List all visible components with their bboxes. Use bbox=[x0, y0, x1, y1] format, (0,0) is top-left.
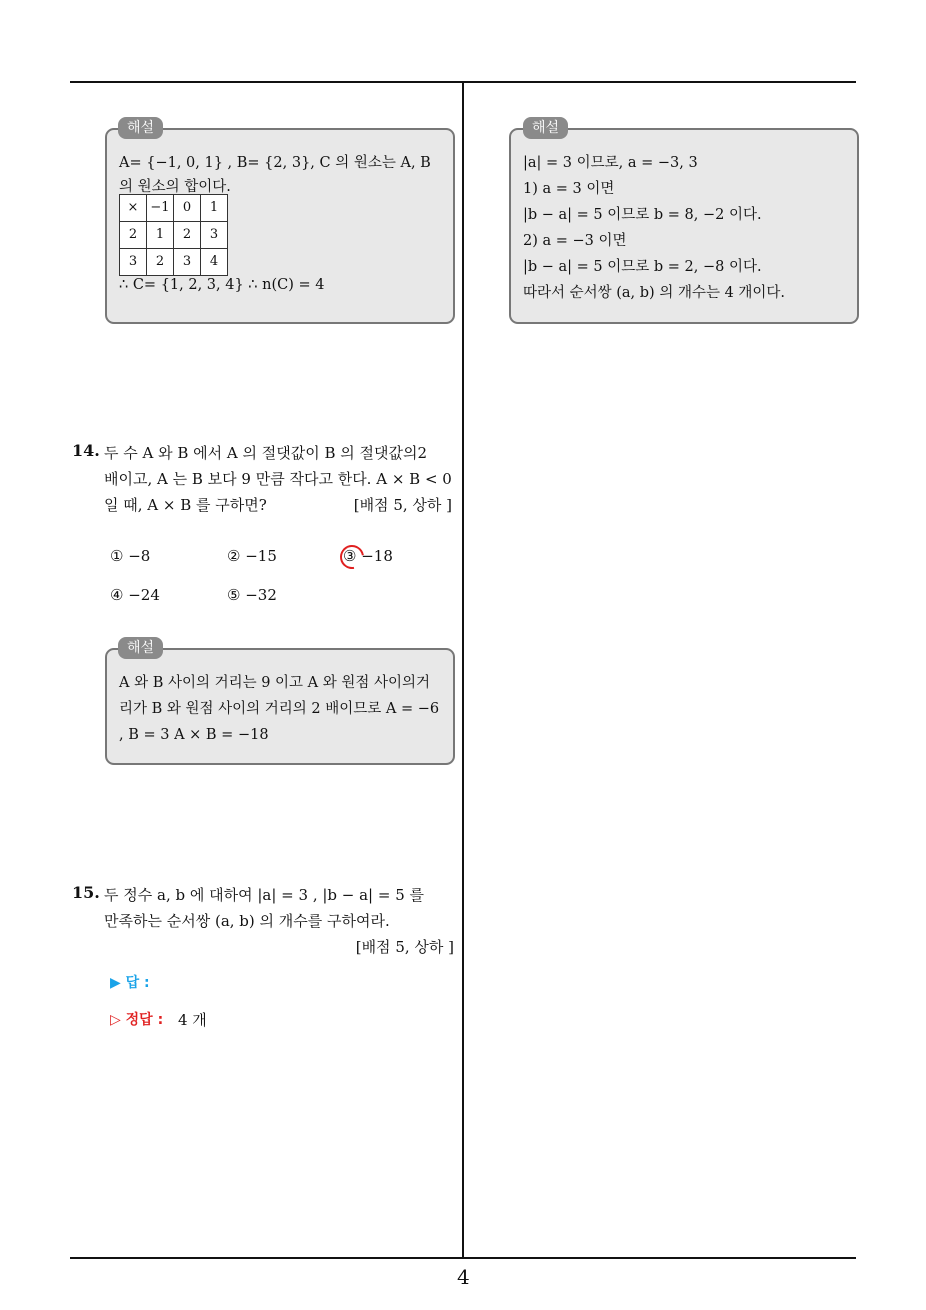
solution-right-line: 2) a = −3 이면 bbox=[523, 233, 627, 249]
table-cell: 0 bbox=[174, 195, 201, 222]
table-cell: −1 bbox=[147, 195, 174, 222]
question-line: 만족하는 순서쌍 (a, b) 의 개수를 구하여라. bbox=[104, 912, 390, 930]
table-cell: 1 bbox=[201, 195, 228, 222]
question-15-number: 15. bbox=[72, 883, 100, 902]
question-15-text bbox=[104, 882, 456, 960]
solution-right-line: |b − a| = 5 이므로 b = 2, −8 이다. bbox=[523, 259, 762, 275]
answer-input-label[interactable]: ▶ 답 : bbox=[110, 975, 150, 991]
table-cell: 3 bbox=[201, 222, 228, 249]
score-label: [배점 5, 상하 ] bbox=[353, 496, 452, 514]
solution-14-content bbox=[119, 670, 443, 748]
solution-box-1 bbox=[105, 128, 455, 324]
question-line-row bbox=[104, 492, 456, 518]
page-number: 4 bbox=[457, 1265, 470, 1289]
question-line: 일 때, A × B 를 구하면? bbox=[104, 496, 267, 514]
score-row bbox=[104, 934, 456, 960]
solution-box-right bbox=[509, 128, 859, 324]
sum-table bbox=[119, 194, 228, 276]
choice-1[interactable]: ① −8 bbox=[110, 547, 151, 565]
choice-4[interactable]: ④ −24 bbox=[110, 586, 160, 604]
question-line: 두 수 A 와 B 에서 A 의 절댓값이 B 의 절댓값의2 bbox=[104, 444, 428, 462]
table-cell: 2 bbox=[120, 222, 147, 249]
solution-right-line: |b − a| = 5 이므로 b = 8, −2 이다. bbox=[523, 207, 762, 223]
score-label: [배점 5, 상하 ] bbox=[355, 938, 454, 956]
solution-right-line: 따라서 순서쌍 (a, b) 의 개수는 4 개이다. bbox=[523, 285, 786, 301]
question-14-text bbox=[104, 440, 456, 518]
solution-tag: 해설 bbox=[523, 117, 568, 139]
table-cell: 3 bbox=[174, 249, 201, 276]
solution-1-content bbox=[119, 150, 443, 298]
solution-tag: 해설 bbox=[118, 637, 163, 659]
table-cell: 2 bbox=[147, 249, 174, 276]
solution-14-line: , B = 3 A × B = −18 bbox=[119, 727, 269, 743]
choice-2[interactable]: ② −15 bbox=[227, 547, 277, 565]
correct-answer-value: 4 개 bbox=[178, 1011, 207, 1029]
table-row bbox=[120, 222, 228, 249]
solution-right-content bbox=[523, 150, 847, 306]
solution-1-line: A= {−1, 0, 1} , B= {2, 3}, C 의 원소는 A, B bbox=[119, 155, 431, 171]
bottom-rule bbox=[70, 1257, 856, 1259]
table-cell: × bbox=[120, 195, 147, 222]
solution-14-line: A 와 B 사이의 거리는 9 이고 A 와 원점 사이의거 bbox=[119, 675, 431, 691]
choice-3[interactable]: ③ −18 bbox=[343, 547, 393, 565]
solution-1-line: 의 원소의 합이다. bbox=[119, 179, 231, 195]
choice-5[interactable]: ⑤ −32 bbox=[227, 586, 277, 604]
solution-box-14 bbox=[105, 648, 455, 765]
question-line: 두 정수 a, b 에 대하여 |a| = 3 , |b − a| = 5 를 bbox=[104, 886, 425, 904]
table-cell: 4 bbox=[201, 249, 228, 276]
column-divider bbox=[462, 82, 464, 1258]
question-14-number: 14. bbox=[72, 441, 100, 460]
solution-right-line: |a| = 3 이므로, a = −3, 3 bbox=[523, 155, 698, 171]
table-cell: 1 bbox=[147, 222, 174, 249]
table-cell: 2 bbox=[174, 222, 201, 249]
solution-1-line: ∴ C= {1, 2, 3, 4} ∴ n(C) = 4 bbox=[119, 277, 325, 293]
table-cell: 3 bbox=[120, 249, 147, 276]
question-line: 배이고, A 는 B 보다 9 만큼 작다고 한다. A × B < 0 bbox=[104, 470, 452, 488]
solution-tag: 해설 bbox=[118, 117, 163, 139]
correct-answer-label: ▷ 정답 : bbox=[110, 1012, 164, 1028]
solution-14-line: 리가 B 와 원점 사이의 거리의 2 배이므로 A = −6 bbox=[119, 701, 440, 717]
solution-right-line: 1) a = 3 이면 bbox=[523, 181, 615, 197]
